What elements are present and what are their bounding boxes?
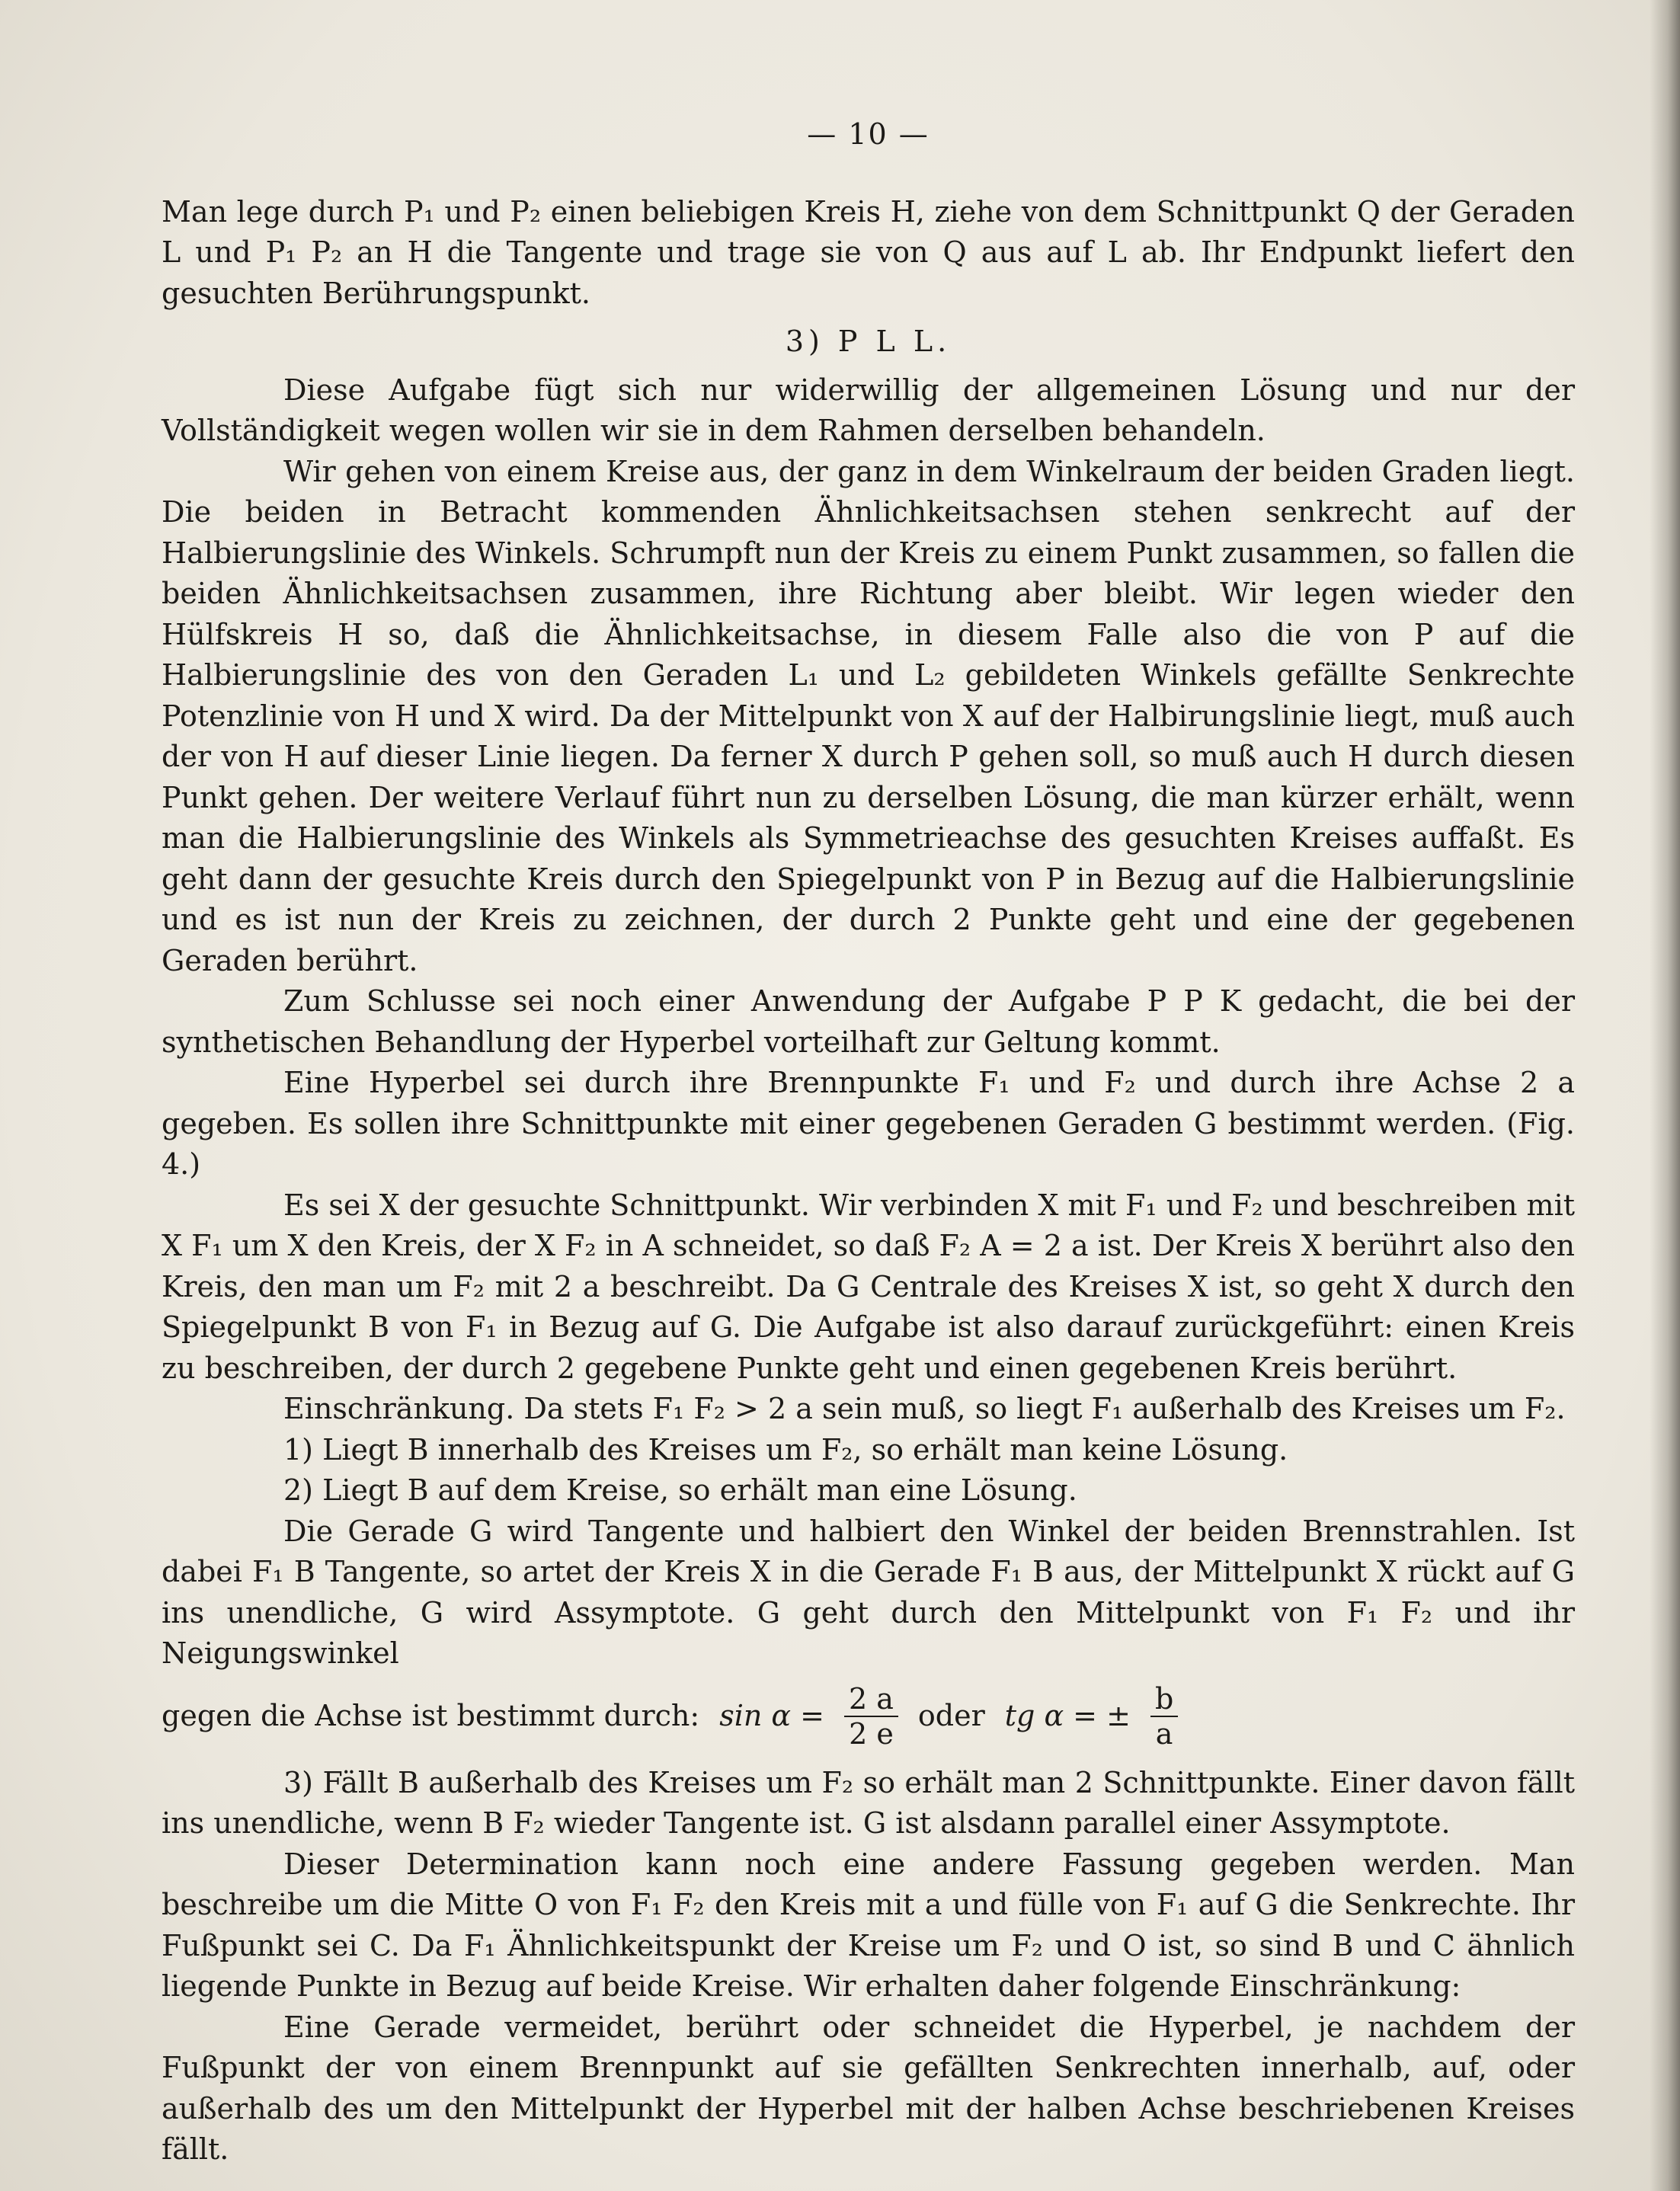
list-item-1: 1) Liegt B innerhalb des Kreises um F₂, so erhält man keine Lösung. bbox=[283, 1432, 1288, 1467]
formula-tg: tg α = ± bbox=[1004, 1698, 1131, 1732]
formula-sin: sin α = bbox=[719, 1698, 824, 1732]
paragraph-restriction: Einschränkung. Da stets F₁ F₂ > 2 a sein muß, so liegt F₁ außerhalb des Kreises um F₂. bbox=[283, 1392, 1566, 1425]
fraction-tg bbox=[1150, 1682, 1178, 1751]
fraction-sin bbox=[844, 1682, 898, 1751]
page-content bbox=[162, 114, 1575, 2170]
list-item-2: 2) Liegt B auf dem Kreise, so erhält man eine Lösung. bbox=[283, 1473, 1077, 1507]
fraction-tg-numerator: b bbox=[1150, 1682, 1178, 1717]
paragraph-determination: Dieser Determination kann noch eine andere Fassung gegeben werden. Man beschreibe um die Mitte O von F₁ F₂ den Kreis mit a und fülle von F₁ auf G die Senkrechte. Ihr Fußpunkt sei C. Da F₁ Ähnlichkeitspunkt der Kreise um F₂ und O ist, so sind B und C ähnlich liegende Punkte in Bezug auf beide Kreise. Wir erhalten daher folgende Einschränkung: bbox=[162, 1847, 1575, 2003]
formula-lead: gegen die Achse ist bestimmt durch: bbox=[162, 1698, 700, 1732]
paragraph-circle: Wir gehen von einem Kreise aus, der ganz in dem Winkelraum der beiden Graden liegt. Die beiden in Betracht kommenden Ähnlichkeitsachsen stehen senkrecht auf der Halbierungslinie des Winkels. Schrumpft nun der Kreis zu einem Punkt zusammen, so fallen die beiden Ähnlichkeitsachsen zusammen, ihre Richtung aber bleibt. Wir legen wieder den Hülfskreis H so, daß die Ähnlichkeitsachse, in diesem Falle also die von P auf die Halbierungslinie des von den Geraden L₁ und L₂ gebildeten Winkels gefällte Senkrechte Potenzlinie von H und X wird. Da der Mittelpunkt von X auf der Halbirungslinie liegt, muß auch der von H auf dieser Linie liegen. Da ferner X durch P gehen soll, so muß auch H durch diesen Punkt gehen. Der weitere Verlauf führt nun zu derselben Lösung, die man kürzer erhält, wenn man die Halbierungslinie des Winkels als Symmetrieachse des gesuchten Kreises auffaßt. Es geht dann der gesuchte Kreis durch den Spiegelpunkt von P in Bezug auf die Halbierungslinie und es ist nun der Kreis zu zeichnen, der durch 2 Punkte geht und eine der gegebenen Geraden berührt. bbox=[162, 454, 1575, 977]
paragraph-conclusion: Eine Gerade vermeidet, berührt oder schneidet die Hyperbel, je nachdem der Fußpunkt der von einem Brennpunkt auf sie gefällten Senkrechten innerhalb, auf, oder außerhalb des um den Mittelpunkt der Hyperbel mit der halben Achse beschriebenen Kreises fällt. bbox=[162, 2010, 1575, 2166]
fraction-tg-denominator: a bbox=[1155, 1716, 1173, 1751]
formula-oder: oder bbox=[917, 1698, 985, 1732]
paragraph-tangent: Die Gerade G wird Tangente und halbiert den Winkel der beiden Brennstrahlen. Ist dabei F₁ B Tangente, so artet der Kreis X in die Gerade F₁ B aus, der Mittelpunkt X rückt auf G ins unendliche, G wird Assymptote. G geht durch den Mittelpunkt von F₁ F₂ und ihr Neigungswinkel bbox=[162, 1514, 1575, 1670]
section-heading: 3) P L L. bbox=[785, 325, 952, 358]
paragraph-hyperbola: Eine Hyperbel sei durch ihre Brennpunkte F₁ und F₂ und durch ihre Achse 2 a gegeben. Es sollen ihre Schnittpunkte mit einer gegebenen Geraden G bestimmt werden. (Fig. 4.) bbox=[162, 1066, 1575, 1181]
paragraph-construction: Man lege durch P₁ und P₂ einen beliebigen Kreis H, ziehe von dem Schnittpunkt Q der Geraden L und P₁ P₂ an H die Tangente und trage sie von Q aus auf L ab. Ihr Endpunkt liefert den gesuchten Berührungspunkt. bbox=[162, 194, 1575, 310]
book-gutter-shadow bbox=[1650, 0, 1680, 2191]
formula-line bbox=[162, 1682, 1575, 1751]
fraction-sin-numerator: 2 a bbox=[844, 1682, 898, 1717]
page-number: — 10 — bbox=[807, 117, 930, 151]
paragraph-application: Zum Schlusse sei noch einer Anwendung der Aufgabe P P K gedacht, die bei der synthetischen Behandlung der Hyperbel vorteilhaft zur Geltung kommt. bbox=[162, 984, 1575, 1059]
fraction-sin-denominator: 2 e bbox=[849, 1716, 894, 1751]
list-item-3: 3) Fällt B außerhalb des Kreises um F₂ so erhält man 2 Schnittpunkte. Einer davon fällt ins unendliche, wenn B F₂ wieder Tangente ist. G ist alsdann parallel einer Assymptote. bbox=[162, 1765, 1575, 1840]
paragraph-intro: Diese Aufgabe fügt sich nur widerwillig der allgemeinen Lösung und nur der Vollständigkeit wegen wollen wir sie in dem Rahmen derselben behandeln. bbox=[162, 373, 1575, 447]
paragraph-intersection: Es sei X der gesuchte Schnittpunkt. Wir verbinden X mit F₁ und F₂ und beschreiben mit X F₁ um X den Kreis, der X F₂ in A schneidet, so daß F₂ A = 2 a ist. Der Kreis X berührt also den Kreis, den man um F₂ mit 2 a beschreibt. Da G Centrale des Kreises X ist, so geht X durch den Spiegelpunkt B von F₁ in Bezug auf G. Die Aufgabe ist also darauf zurückgeführt: einen Kreis zu beschreiben, der durch 2 gegebene Punkte geht und einen gegebenen Kreis berührt. bbox=[162, 1188, 1575, 1385]
